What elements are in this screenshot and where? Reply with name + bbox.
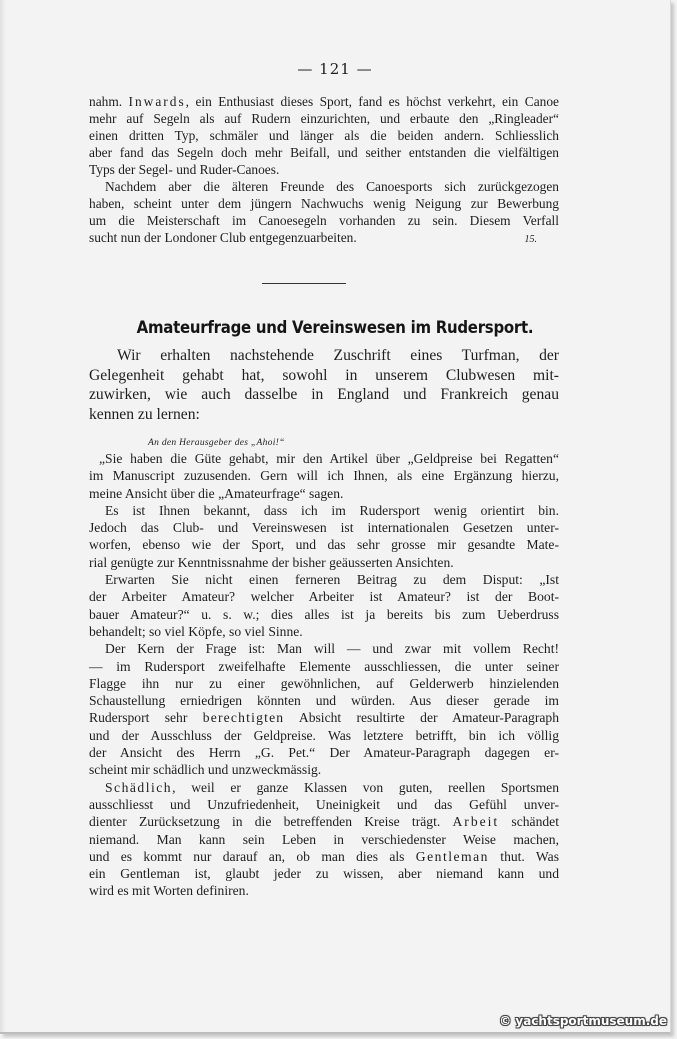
text-line: und es kommt nur darauf an, ob man dies als Gentleman thut. Was [89,848,560,864]
article-title: Amateurfrage und Vereinswesen im Rudersport. [136,318,534,338]
letter-body [89,450,559,900]
letter-salutation: An den Herausgeber des „Ahoi!“ [148,438,285,448]
text-line: rial genügte zur Kenntnissnahme der bisher geäusserten Ansichten. [89,554,454,570]
text-line: Es ist Ihnen bekannt, dass ich im Rudersport wenig orientirt bin. [105,502,559,518]
text-line: Rudersport sehr berechtigten Absicht resultirte der Amateur-Paragraph [89,710,559,726]
text-line: nahm. Inwards, ein Enthusiast dieses Sport, fand es höchst verkehrt, ein Canoe [89,94,559,109]
text-line: Erwarten Sie nicht einen ferneren Beitrag zu dem Disput: „Ist [105,572,559,588]
text-line: der Ansicht des Herrn „G. Pet.“ Der Amateur-Paragraph dagegen er- [89,745,559,761]
spaced-emphasis: Schädlich [105,779,173,795]
text-line: bauer Amateur?“ u. s. w.; dies alles ist ja bereits bis zum Ueberdruss [89,606,559,622]
page-edge [0,0,6,1032]
text-line: wird es mit Worten definiren. [89,883,249,899]
text-line: — im Rudersport zweifelhafte Elemente ausschliessen, die unter seiner [89,658,559,674]
spaced-emphasis: Gentleman [415,848,489,864]
text-line: im Manuscript zuzusenden. Gern will ich Ihnen, als eine Ergänzung hierzu, [89,468,559,484]
text-line: Nachdem aber die älteren Freunde des Canoesports sich zurückgezogen [105,179,559,194]
text-line: Jedoch das Club- und Vereinswesen ist internationalen Gesetzen unter- [89,520,559,536]
text-line: niemand. Man kann sein Leben in verschiedenster Weise machen, [89,831,559,847]
text-line: zuwirken, wie auch dasselbe in England und Frankreich genau [89,386,559,403]
text-line: meine Ansicht über die „Amateurfrage“ sagen. [89,485,344,501]
text-line: und der Ausschluss der Geldpreise. Was letztere betrifft, bin ich völlig [89,727,559,743]
text-line: Gelegenheit gehabt hat, sowohl in unserem Clubwesen mit- [89,366,559,384]
text-line: aber fand das Segeln doch mehr Beifall, und seither entstanden die vielfältigen [89,145,559,160]
previous-article-text [89,93,559,248]
text-line: sucht nun der Londoner Club entgegenzuarbeiten. 15. [89,229,559,246]
text-line: behandelt; so viel Köpfe, so viel Sinne. [89,623,303,639]
text-line: worfen, ebenso wie der Sport, und das sehr grosse mir gesandte Mate- [89,537,559,553]
text-line: um die Meisterschaft im Canoesegeln vorhanden zu sein. Diesem Verfall [89,213,559,228]
text-line: dienter Zurücksetzung in die betreffenden Kreise trägt. Arbeit schändet [89,814,559,830]
text-line: Schädlich, weil er ganze Klassen von guten, reellen Sportsmen [105,779,559,795]
page-number: — 121 — [297,60,373,78]
text-line: „Sie haben die Güte gehabt, mir den Artikel über „Geldpreise bei Regatten“ [99,451,559,466]
section-divider [262,283,346,284]
text-line: kennen zu lernen: [89,405,200,423]
text-line: ausschliesst und Unzufriedenheit, Uneinigkeit und das Gefühl unver- [89,796,559,812]
text-line: haben, scheint unter dem jüngern Nachwuchs wenig Neigung zur Bewerbung [89,196,559,211]
text-line: Der Kern der Frage ist: Man will — und zwar mit vollem Recht! [105,641,559,657]
spaced-emphasis: Arbeit [452,814,500,830]
text-line: Flagge ihn nur zu einer gewöhnlichen, auf Gelderwerb hinzielenden [89,675,559,691]
text-line: mehr auf Segeln als auf Rudern einzurichten, und erbaute den „Ringleader“ [89,111,559,126]
text-line: Wir erhalten nachstehende Zuschrift eines Turfman, der [117,347,559,364]
text-line: Typs der Segel- und Ruder-Canoes. [89,162,280,177]
article-intro [89,346,559,424]
text-line: einen dritten Typ, schmäler und länger als die beiden andern. Schliesslich [89,128,559,143]
spaced-emphasis: berechtigten [202,710,285,726]
author-signature: 15. [524,234,537,245]
spaced-name: Inwards [128,94,186,109]
text-line: scheint mir schädlich und unzweckmässig. [89,762,322,778]
text-line: Schaustellung erniedrigen könnten und würden. Aus dieser gerade im [89,693,559,709]
copyright-watermark: © yachtsportmuseum.de [499,1014,667,1028]
text-line: der Arbeiter Amateur? welcher Arbeiter ist Amateur? ist der Boot- [89,589,559,605]
text-line: ein Gentleman ist, glaubt jeder zu wissen, aber niemand kann und [89,866,559,882]
